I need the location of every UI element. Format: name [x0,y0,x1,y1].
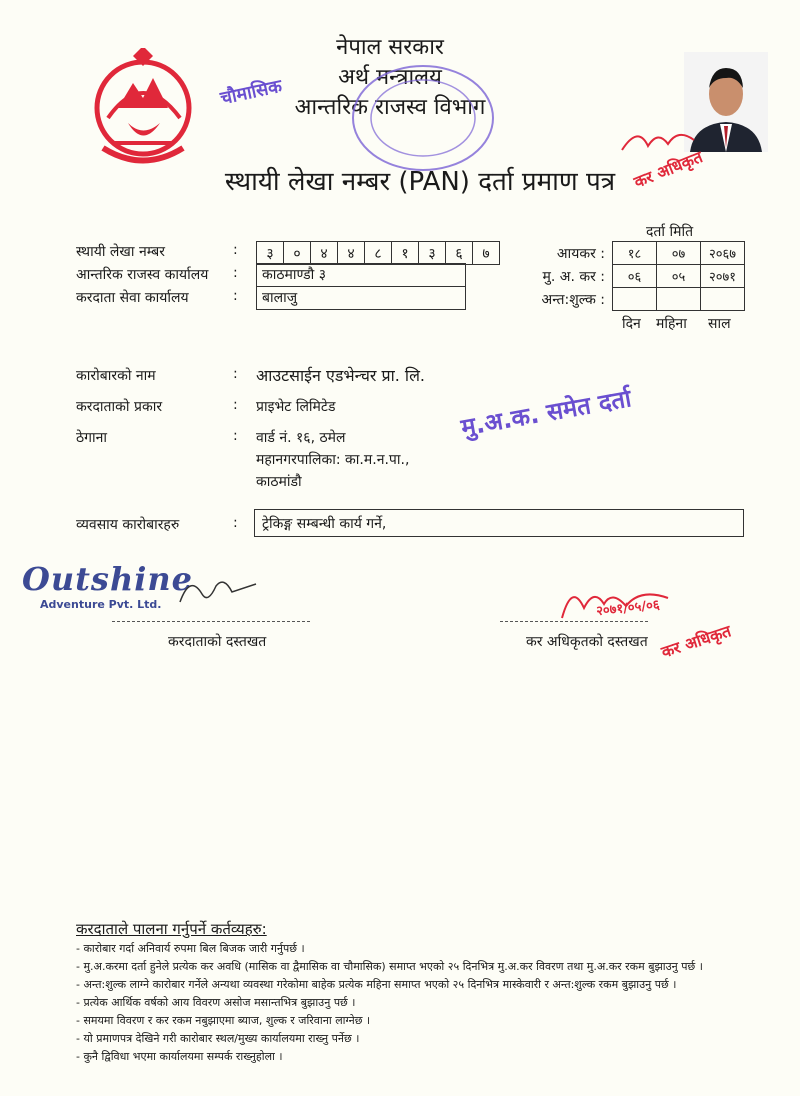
duty-item: - कारोबार गर्दा अनिवार्य रुपमा बिल बिजक जारी गर्नुपर्छ । [76,942,305,955]
gov-name: नेपाल सरकार [336,35,444,60]
office-seal [348,58,498,178]
pan-digit: १ [392,242,419,264]
taxpayer-duties [76,920,703,1066]
colon: : [233,515,238,531]
col-month: महिना [656,316,687,332]
taxpayer-signature-line [112,621,310,622]
duties-heading: करदाताले पालना गर्नुपर्ने कर्तव्यहरु: [76,920,267,938]
date-cell: २०७१ [708,270,737,285]
department-name: आन्तरिक राजस्व विभाग [294,95,486,120]
taxpayer-signature [172,572,262,612]
col-year: साल [708,316,731,332]
company-logo-sub: Adventure Pvt. Ltd. [40,598,162,611]
date-cell [613,288,657,310]
vat-label: मु. अ. कर : [542,269,605,285]
pan-digit: ४ [311,242,338,264]
certificate-title: स्थायी लेखा नम्बर (PAN) दर्ता प्रमाण पत्र [224,167,616,197]
vat-date-row [613,265,744,288]
colon: : [233,288,238,304]
officer-signature-label: कर अधिकृतको दस्तखत [526,634,648,650]
ird-office-label: आन्तरिक राजस्व कार्यालय [76,267,209,283]
registration-date-heading: दर्ता मिति [646,224,694,240]
colon: : [233,428,238,444]
pan-digit: ७ [482,245,490,262]
date-cell [657,288,701,310]
address-line3: काठमांडौ [256,474,302,490]
pan-number [256,241,500,265]
duty-item: - मु.अ.करमा दर्ता हुनेले प्रत्येक कर अवधि (मासिक वा द्वैमासिक वा चौमासिक) समाप्त भएको २५ दिनभित्र मु.अ.कर विवरण तथा मु.अ.कर रकम बुझाउनु पर्छ । [76,960,703,973]
tax-officer-stamp-bottom: कर अधिकृत [658,621,734,662]
address-label: ठेगाना [76,430,108,446]
colon: : [233,397,238,413]
date-cell: ०७ [657,242,701,264]
income-tax-label: आयकर : [556,246,605,262]
business-activities-value: ट्रेकिङ्ग सम्बन्धी कार्य गर्ने, [262,516,387,532]
pan-label: स्थायी लेखा नम्बर [76,244,165,260]
taxpayer-type-value: प्राइभेट लिमिटेड [256,399,336,415]
col-day: दिन [622,316,641,332]
registration-dates-grid [612,241,745,311]
pan-digit: ३ [419,242,446,264]
company-logo-main: Outshine [22,560,193,598]
date-cell: २०६७ [708,247,737,262]
pan-digit: ३ [257,242,284,264]
address-line1: वार्ड नं. १६, ठमेल [256,430,346,446]
income-tax-date-row [613,242,744,265]
business-activities-label: व्यवसाय कारोबारहरु [76,517,180,533]
ministry-name: अर्थ मन्त्रालय [338,65,442,90]
date-cell: ०६ [613,265,657,287]
taxpayer-type-label: करदाताको प्रकार [76,399,163,415]
quarterly-stamp: चौमासिक [218,75,284,110]
duty-item: - अन्त:शुल्क लाग्ने कारोबार गर्नेले अन्यथा व्यवस्था गरेकोमा बाहेक प्रत्येक महिना समाप्त भएको २५ दिनभित्र मास्केवारी र अन्त:शुल्क रकम बुझाउनु पर्छ । [76,978,677,991]
duty-item: - समयमा विवरण र कर रकम नबुझाएमा ब्याज, शुल्क र जरिवाना लाग्नेछ । [76,1014,371,1027]
date-cell: ०५ [657,265,701,287]
business-name-label: कारोबारको नाम [76,368,156,384]
colon: : [233,265,238,281]
officer-signature-line [500,621,648,622]
signature-date: २०७१/०५/०६ [595,597,661,620]
taxpayer-signature-label: करदाताको दस्तखत [168,634,267,650]
pan-digit: ६ [446,242,473,264]
business-name-value: आउटसाईन एडभेन्चर प्रा. लि. [256,366,425,385]
pan-digit: ४ [338,242,365,264]
ird-office-value: काठमाण्डौ ३ [262,267,327,283]
service-office-value: बालाजु [262,290,298,306]
colon: : [233,366,238,382]
pan-digit: ० [284,242,311,264]
date-cell [701,288,744,310]
duty-item: - यो प्रमाणपत्र देखिने गरी कारोबार स्थल/मुख्य कार्यालयमा राख्नु पर्नेछ । [76,1032,360,1045]
pan-digit: ८ [365,242,392,264]
vat-registered-stamp: मु.अ.क. समेत दर्ता [458,384,634,442]
duty-item: - प्रत्येक आर्थिक वर्षको आय विवरण असोज मसान्तभित्र बुझाउनु पर्छ । [76,996,356,1009]
date-cell: १८ [613,242,657,264]
address-line2: महानगरपालिका: का.म.न.पा., [256,452,410,468]
signature-top [618,120,698,160]
colon: : [233,242,238,258]
excise-date-row [613,288,744,310]
duty-item: - कुनै द्विविधा भएमा कार्यालयमा सम्पर्क राख्नुहोला । [76,1050,283,1063]
service-office-label: करदाता सेवा कार्यालय [76,290,189,306]
excise-label: अन्त:शुल्क : [541,292,605,308]
tax-officer-stamp-top: कर अधिकृत [631,147,706,192]
nepal-emblem [88,48,198,168]
